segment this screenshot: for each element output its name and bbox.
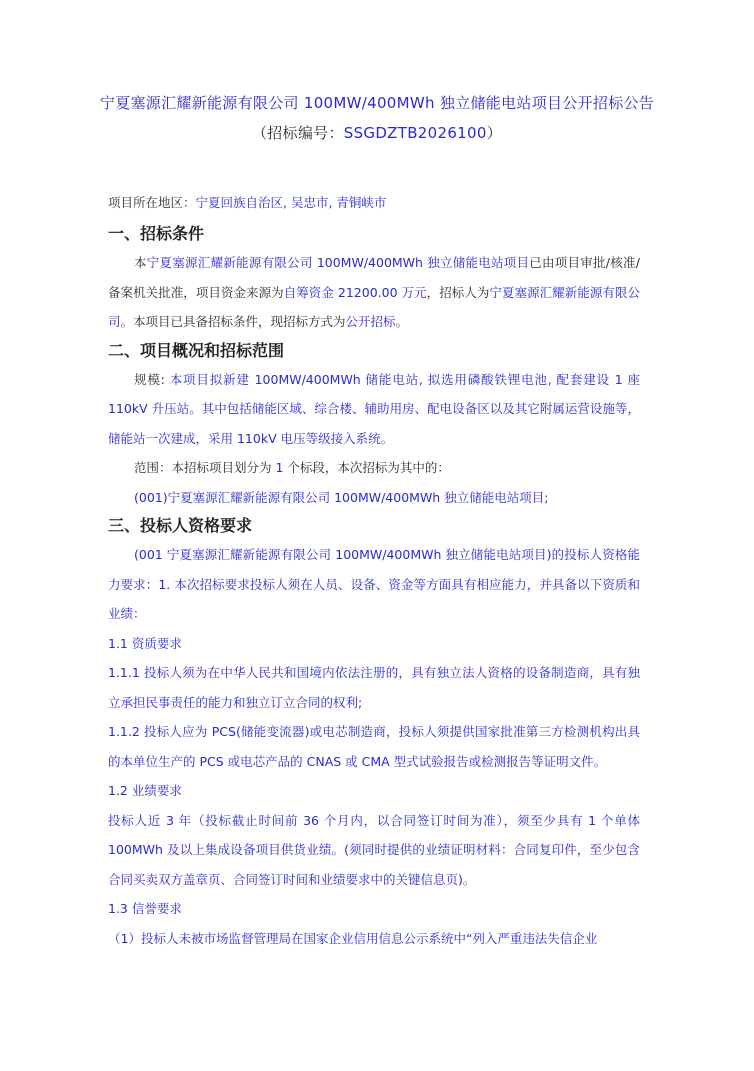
scope-prefix: 范围：本招标项目划分为	[134, 460, 276, 475]
scale-text: 本项目拟新建 100MW/400MWh 储能电站, 拟选用磷酸铁锂电池, 配套建设 1 座 110kV 升压站。其中包括储能区域、综合楼、辅助用房、配电设备区以及其它附属运营设施等，储能站一次建成，采用 110kV 电压等级接入系统。	[108, 371, 641, 446]
section-heading-project-overview: 二、项目概况和招标范围	[108, 340, 285, 360]
tender-number-prefix: （招标编号：	[251, 124, 344, 142]
reputation-heading: 1.3 信誉要求	[108, 901, 182, 916]
lot-count: 1	[275, 460, 284, 475]
funding-source: 自筹资金 21200.00 万元	[283, 284, 427, 300]
section-heading-tender-conditions: 一、招标条件	[108, 224, 205, 243]
qualification-intro: (001 宁夏塞源汇耀新能源有限公司 100MW/400MWh 独立储能电站项目)的投标人资格能力要求：1. 本次招标要求投标人须在人员、设备、资金等方面具有相应能力，并具备以下资质和业绩：	[108, 547, 640, 621]
document-title: 宁夏塞源汇耀新能源有限公司 100MW/400MWh 独立储能电站项目公开招标公告	[99, 94, 655, 112]
region-value: 宁夏回族自治区, 吴忠市, 青铜峡市	[195, 195, 387, 210]
tenderer-name: 宁夏塞源汇耀新能源有限公司	[108, 284, 640, 329]
text-fragment: 。本项目已具备招标条件，现招标方式为	[120, 314, 346, 329]
document-body	[108, 192, 640, 953]
scope-suffix: 个标段，本次招标为其中的：	[283, 460, 450, 475]
text-fragment: ，招标人为	[426, 284, 490, 300]
tender-number: SSGDZTB2026100	[343, 124, 487, 142]
text-fragment: 已由项目审批/核准/备案机关批准，项目资金来源为	[108, 255, 640, 300]
lot-item: (001)宁夏塞源汇耀新能源有限公司 100MW/400MWh 独立储能电站项目;	[134, 489, 549, 505]
qualification-heading: 1.1 资质要求	[108, 635, 182, 651]
text-fragment: 。	[395, 314, 409, 329]
tender-method: 公开招标	[345, 314, 396, 329]
reputation-item-1: （1）投标人未被市场监督管理局在国家企业信用信息公示系统中“列入严重违法失信企业	[108, 930, 598, 946]
qualification-item-1-1-1: 1.1.1 投标人须为在中华人民共和国境内依法注册的，具有独立法人资格的设备制造商，具有独立承担民事责任的能力和独立订立合同的权利;	[108, 665, 640, 710]
document-subtitle	[0, 122, 754, 144]
scale-label: 规模:	[134, 371, 165, 387]
text-fragment: 本	[134, 255, 147, 270]
region-label: 项目所在地区：	[108, 195, 196, 210]
tender-conditions-paragraph	[108, 248, 640, 337]
qualification-item-1-1-2: 1.1.2 投标人应为 PCS(储能变流器)或电芯制造商，投标人须提供国家批准第三方检测机构出具的本单位生产的 PCS 或电芯产品的 CNAS 或 CMA 型式试验报告或检测报告等证明文件。	[108, 724, 640, 769]
project-name: 宁夏塞源汇耀新能源有限公司 100MW/400MWh 独立储能电站项目	[146, 255, 530, 270]
project-scope-paragraph	[108, 453, 640, 483]
section-heading-bidder-qualifications: 三、投标人资格要求	[108, 516, 253, 535]
performance-heading: 1.2 业绩要求	[108, 783, 182, 798]
tender-number-suffix: ）	[486, 124, 503, 142]
project-region	[108, 192, 640, 214]
performance-requirement: 投标人近 3 年（投标截止时间前 36 个月内，以合同签订时间为准），须至少具有 1 个单体 100MWh 及以上集成设备项目供货业绩。(须同时提供的业绩证明材料：合同复印件，至少包含合同买卖双方盖章页、合同签订时间和业绩要求中的关键信息页)。	[108, 812, 640, 887]
project-scale-paragraph	[108, 365, 640, 454]
